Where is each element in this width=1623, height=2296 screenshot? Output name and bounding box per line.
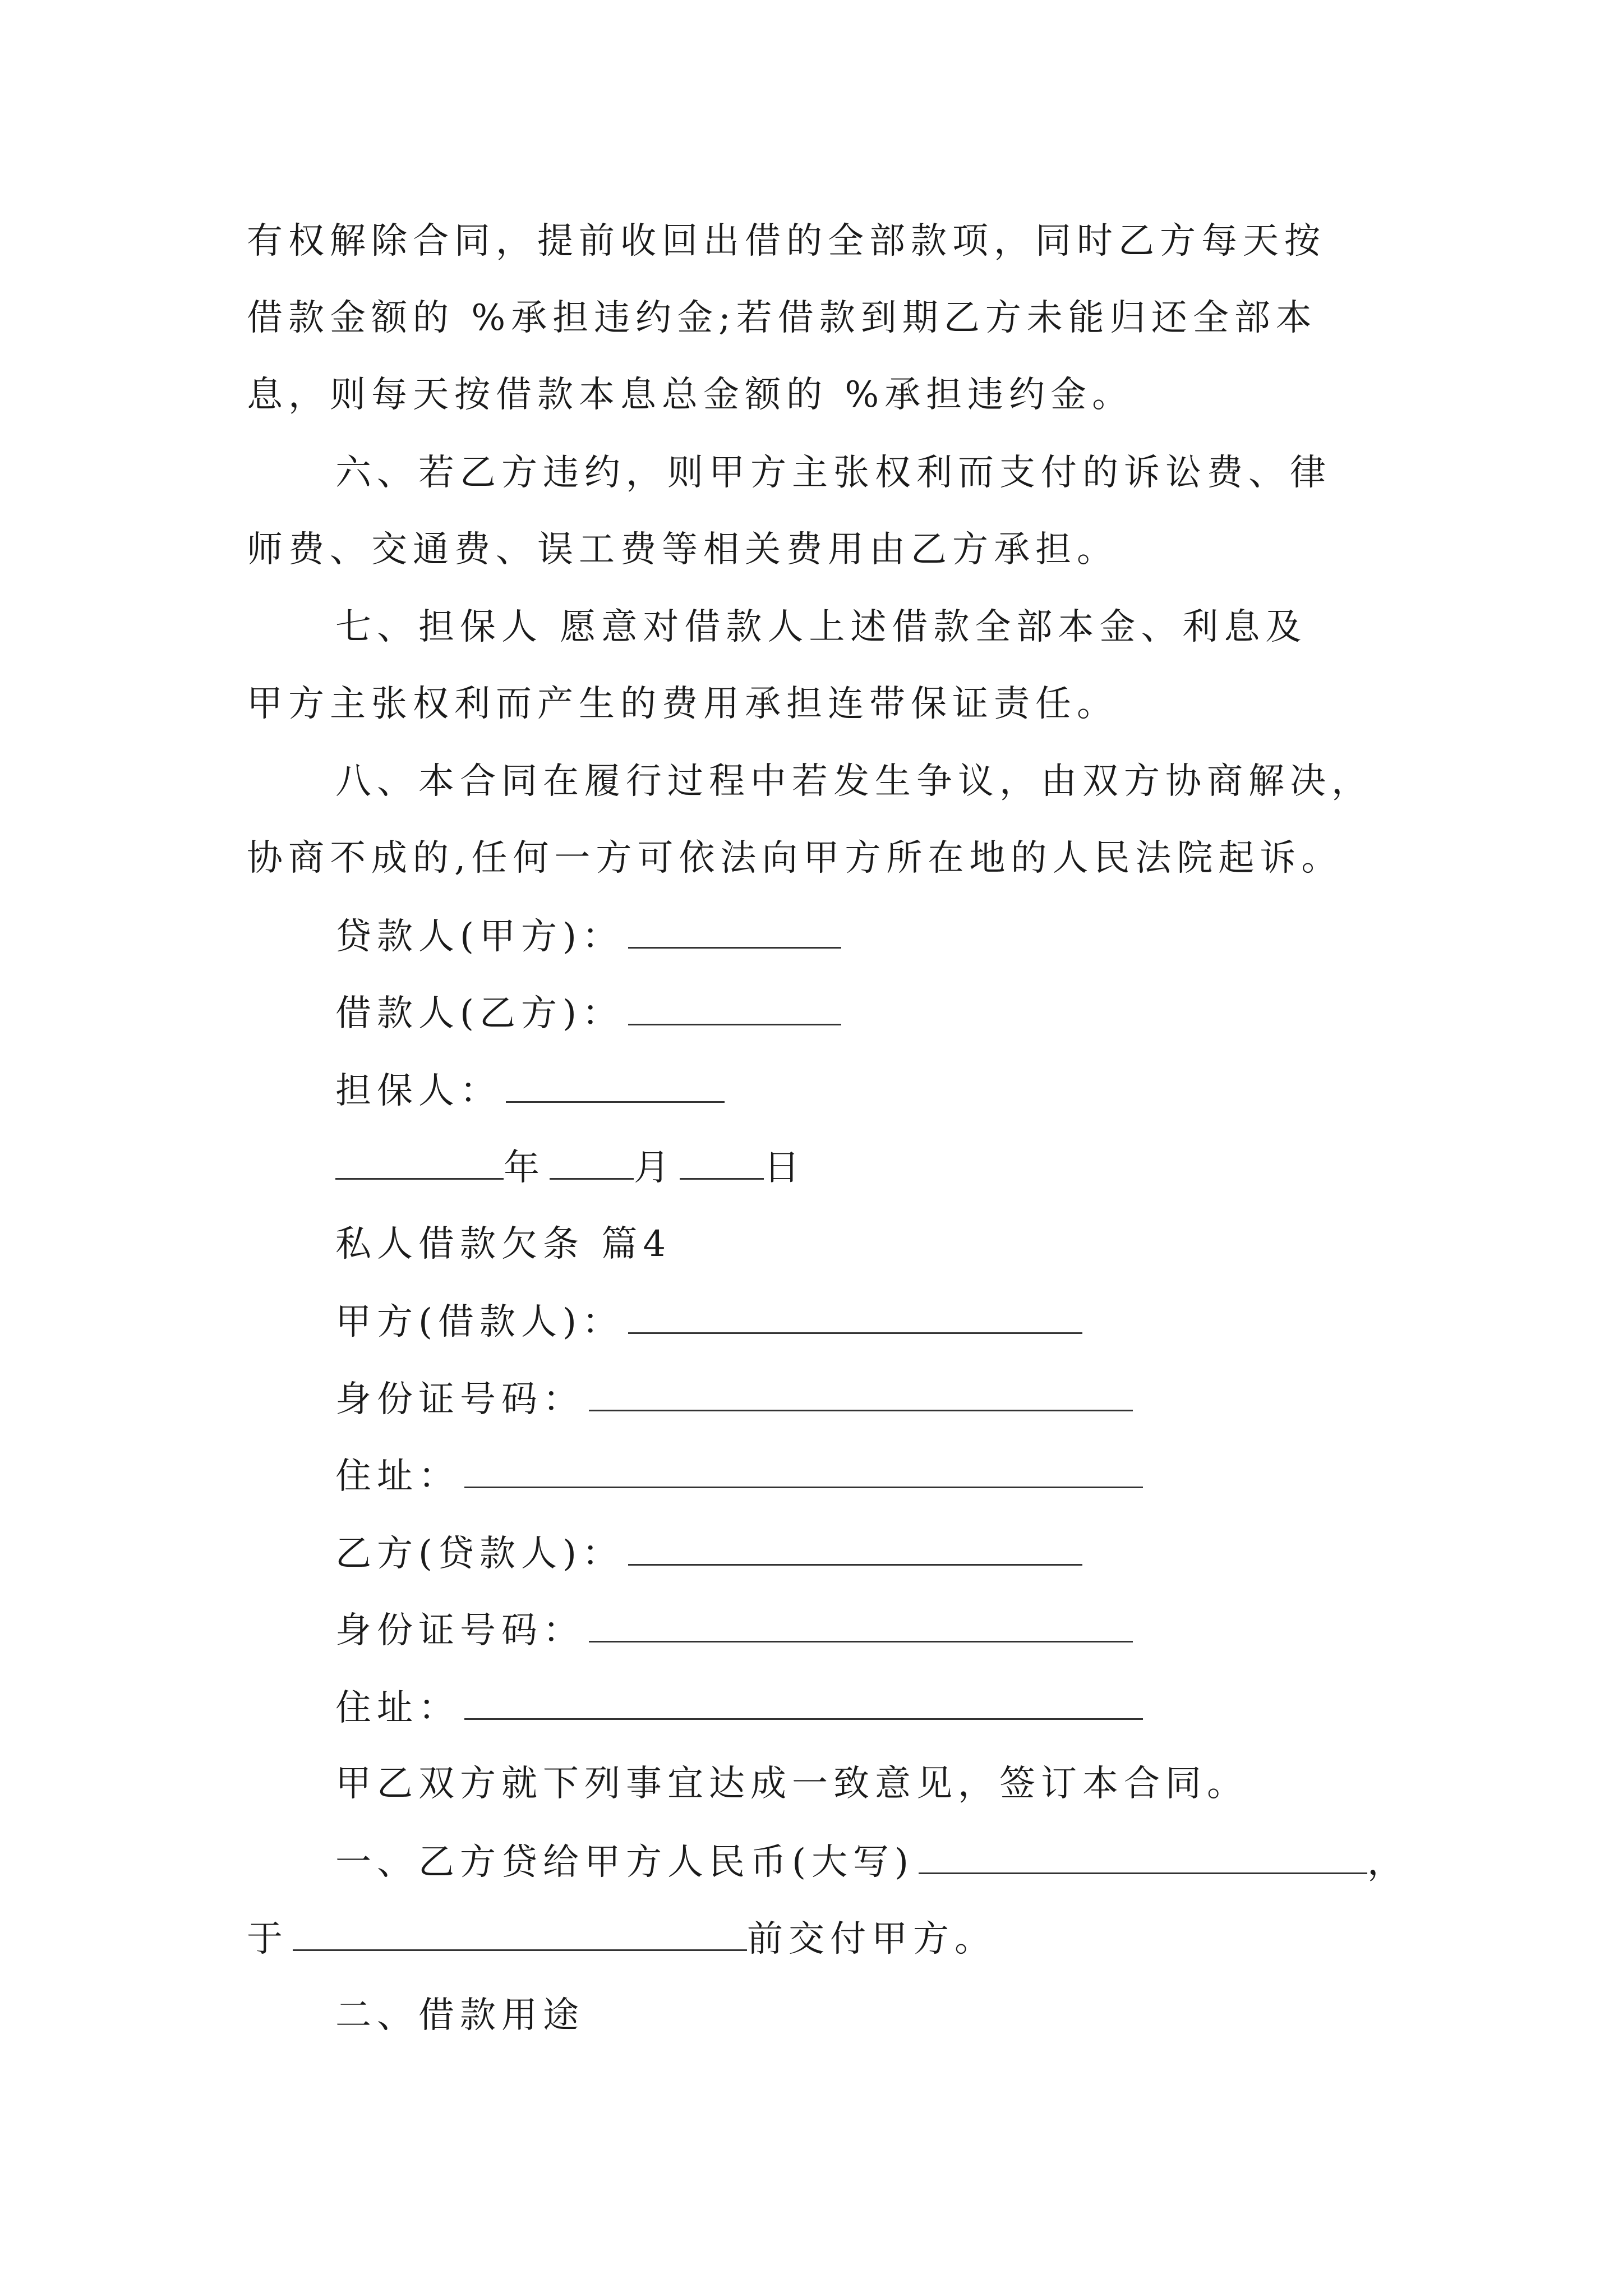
month-label: 月 (634, 1147, 675, 1189)
section-title: 私人借款欠条 篇4 (335, 1223, 672, 1265)
id-a-row (335, 1381, 1133, 1418)
party-a-row (335, 1301, 1082, 1343)
clause1-row (335, 1842, 1409, 1883)
day-blank[interactable] (680, 1149, 764, 1180)
deliver-date-blank[interactable] (293, 1920, 747, 1951)
date-row (335, 1147, 805, 1189)
paragraph-line: 八、本合同在履行过程中若发生争议，由双方协商解决， (335, 761, 1373, 802)
id-b-blank[interactable] (589, 1612, 1133, 1642)
party-b-row (335, 1533, 1082, 1575)
addr-a-row (335, 1456, 1143, 1497)
guarantor-blank[interactable] (506, 1072, 725, 1103)
clause1-cont-row (247, 1918, 996, 1960)
clause1-suffix: 前交付甲方。 (747, 1918, 996, 1960)
clause1-prefix: 于 (247, 1918, 288, 1960)
borrower-blank[interactable] (628, 995, 841, 1025)
amount-blank[interactable] (919, 1843, 1367, 1874)
paragraph-line: 六、若乙方违约，则甲方主张权利而支付的诉讼费、律 (335, 452, 1331, 494)
month-blank[interactable] (550, 1149, 634, 1180)
id-b-row (335, 1612, 1133, 1649)
id-a-blank[interactable] (589, 1381, 1133, 1411)
day-label: 日 (764, 1147, 805, 1189)
guarantor-label: 担保人： (335, 1070, 501, 1112)
lender-sign-row (335, 916, 841, 958)
clause1-label: 一、乙方贷给甲方人民币(大写) (335, 1842, 914, 1883)
paragraph-line: 有权解除合同，提前收回出借的全部款项，同时乙方每天按 (247, 220, 1326, 262)
clause1-comma: ， (1367, 1842, 1409, 1883)
addr-b-label: 住址： (335, 1687, 460, 1729)
year-blank[interactable] (335, 1149, 504, 1180)
clause2-heading: 二、借款用途 (335, 1995, 584, 2036)
agreement-line: 甲乙双方就下列事宜达成一致意见，签订本合同。 (335, 1763, 1248, 1805)
addr-b-row (335, 1687, 1143, 1729)
lender-label: 贷款人(甲方)： (335, 916, 624, 958)
borrower-label: 借款人(乙方)： (335, 993, 624, 1034)
paragraph-line: 协商不成的,任何一方可依法向甲方所在地的人民法院起诉。 (247, 838, 1343, 879)
party-a-blank[interactable] (628, 1303, 1082, 1334)
addr-a-label: 住址： (335, 1456, 460, 1497)
paragraph-line: 师费、交通费、误工费等相关费用由乙方承担。 (247, 529, 1118, 570)
party-b-blank[interactable] (628, 1535, 1082, 1566)
id-a-label: 身份证号码： (335, 1379, 584, 1420)
borrower-sign-row (335, 995, 841, 1032)
addr-b-blank[interactable] (464, 1689, 1143, 1720)
lender-blank[interactable] (628, 918, 841, 949)
party-b-label: 乙方(贷款人)： (335, 1533, 624, 1575)
paragraph-line: 甲方主张权利而产生的费用承担连带保证责任。 (247, 683, 1118, 725)
paragraph-line: 七、担保人 愿意对借款人上述借款全部本金、利息及 (335, 606, 1307, 648)
guarantor-sign-row (335, 1070, 725, 1112)
paragraph-line: 息，则每天按借款本息总金额的 %承担违约金。 (247, 374, 1134, 416)
id-b-label: 身份证号码： (335, 1610, 584, 1651)
year-label: 年 (504, 1147, 545, 1189)
party-a-label: 甲方(借款人)： (335, 1301, 624, 1343)
paragraph-line: 借款金额的 %承担违约金;若借款到期乙方未能归还全部本 (247, 297, 1317, 339)
addr-a-blank[interactable] (464, 1457, 1143, 1488)
